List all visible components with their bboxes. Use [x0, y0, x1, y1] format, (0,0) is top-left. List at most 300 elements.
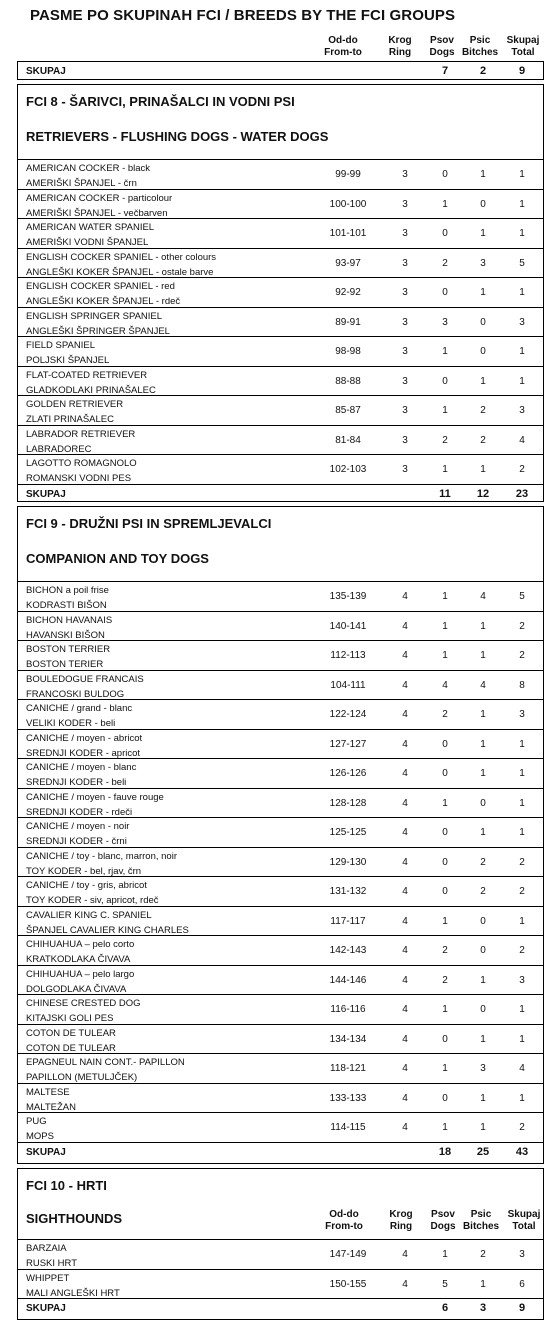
cell-range: 140-141: [329, 620, 367, 632]
cell-ring: 4: [402, 768, 408, 779]
cell-dogs: 1: [442, 591, 448, 602]
breed-name-en: ENGLISH COCKER SPANIEL - red: [26, 281, 175, 292]
cell-ring: 4: [402, 1033, 408, 1045]
cell-dogs: 1: [442, 915, 448, 927]
cell-bitches: 2: [480, 405, 486, 416]
cell-dogs: 4: [442, 679, 448, 691]
cell-bitches: 1: [480, 974, 486, 986]
cell-range: 142-143: [329, 945, 367, 956]
table-row: [18, 994, 543, 1025]
cell-bitches: 4: [480, 679, 486, 691]
cell-total: 8: [519, 679, 525, 691]
breed-name-en: PUG: [26, 1116, 47, 1127]
table-row: [18, 1269, 543, 1300]
cell-total: 2: [519, 620, 525, 632]
table-row: [18, 729, 543, 760]
cell-ring: 3: [402, 405, 408, 416]
cell-range: 134-134: [329, 1033, 367, 1045]
breed-name-si: COTON DE TULEAR: [26, 1042, 116, 1054]
summary-total: 9: [518, 65, 526, 77]
table-row: [18, 817, 543, 848]
cell-dogs: 2: [442, 709, 448, 720]
table-row: [18, 1112, 543, 1143]
cell-bitches: 1: [480, 1278, 486, 1290]
cell-dogs: 1: [442, 1122, 448, 1133]
cell-ring: 4: [402, 1004, 408, 1015]
cell-ring: 3: [402, 375, 408, 387]
table-row: [18, 965, 543, 996]
cell-ring: 4: [402, 974, 408, 986]
cell-bitches: 0: [480, 945, 486, 956]
cell-bitches: 1: [480, 375, 486, 387]
cell-range: 89-91: [335, 316, 361, 328]
cell-ring: 4: [402, 738, 408, 750]
cell-ring: 3: [402, 228, 408, 239]
summary-dogs: 7: [441, 65, 449, 77]
cell-ring: 4: [402, 886, 408, 897]
table-row: [18, 611, 543, 642]
col-dogs-2: Dogs: [429, 47, 455, 58]
cell-ring: 4: [402, 827, 408, 838]
summary-box-top: [17, 61, 544, 80]
table-row: [18, 581, 543, 612]
cell-bitches: 1: [480, 709, 486, 720]
summary-label: SKUPAJ: [26, 1303, 66, 1314]
breed-name-en: COTON DE TULEAR: [26, 1027, 116, 1039]
cell-total: 1: [519, 768, 525, 779]
breed-name-si: SREDNJI KODER - apricot: [26, 747, 141, 759]
table-row: [18, 1083, 543, 1114]
cell-dogs: 0: [442, 375, 448, 387]
breed-name-en: CHIHUAHUA – pelo largo: [26, 968, 135, 980]
breed-name-si: VELIKI KODER - beli: [26, 718, 116, 729]
breed-name-si: MOPS: [26, 1131, 54, 1142]
cell-ring: 4: [402, 1278, 408, 1290]
cell-total: 1: [519, 228, 525, 239]
table-row: [18, 1053, 543, 1084]
cell-ring: 4: [402, 1092, 408, 1104]
breed-name-en: GOLDEN RETRIEVER: [26, 399, 124, 410]
col-ring-1: Krog: [389, 1209, 413, 1220]
breed-name-en: BOSTON TERRIER: [26, 644, 111, 655]
table-row: [18, 906, 543, 937]
cell-ring: 3: [402, 169, 408, 180]
breed-name-en: CHINESE CRESTED DOG: [26, 998, 141, 1009]
table-row: [18, 454, 543, 485]
cell-bitches: 0: [480, 915, 486, 927]
cell-bitches: 1: [480, 169, 486, 180]
breed-name-si: TOY KODER - siv, apricot, rdeč: [26, 895, 159, 906]
summary-dogs: 18: [438, 1145, 452, 1158]
cell-ring: 3: [402, 434, 408, 446]
cell-dogs: 0: [442, 287, 448, 298]
breed-name-si: ŠPANJEL CAVALIER KING CHARLES: [26, 924, 189, 936]
breed-name-si: POLJSKI ŠPANJEL: [26, 355, 110, 366]
cell-total: 1: [519, 915, 525, 927]
page-title: PASME PO SKUPINAH FCI / BREEDS BY THE FCI GROUPS: [30, 7, 456, 24]
cell-dogs: 1: [442, 464, 448, 475]
cell-total: 1: [519, 1004, 525, 1015]
col-range-2: From-to: [325, 1221, 363, 1232]
breed-name-en: CHIHUAHUA – pelo corto: [26, 939, 135, 950]
cell-dogs: 0: [442, 886, 448, 897]
breed-name-si: LABRADOREC: [26, 443, 92, 455]
breed-name-en: AMERICAN COCKER - particolour: [26, 192, 173, 204]
breed-name-si: GLADKODLAKI PRINAŠALEC: [26, 384, 156, 396]
cell-ring: 3: [402, 464, 408, 475]
cell-range: 114-115: [330, 1122, 366, 1133]
breed-name-en: MALTESE: [26, 1086, 70, 1098]
breed-name-si: ANGLEŠKI KOKER ŠPANJEL - ostale barve: [26, 266, 214, 278]
cell-total: 1: [519, 346, 525, 357]
summary-total: 43: [515, 1145, 529, 1158]
cell-bitches: 3: [480, 1063, 486, 1074]
cell-range: 127-127: [329, 738, 367, 750]
cell-bitches: 0: [480, 198, 486, 210]
col-bitches-2: Bitches: [462, 1221, 500, 1232]
cell-bitches: 2: [480, 886, 486, 897]
cell-ring: 4: [402, 1249, 408, 1260]
summary-dogs: 11: [439, 487, 451, 500]
summary-bitches: 3: [479, 1302, 487, 1314]
cell-total: 1: [519, 797, 525, 809]
col-dogs-2: Dogs: [430, 1221, 456, 1232]
cell-ring: 4: [402, 945, 408, 956]
cell-bitches: 1: [480, 827, 486, 838]
cell-range: 128-128: [329, 797, 367, 809]
breed-name-si: TOY KODER - bel, rjav, črn: [26, 865, 142, 877]
cell-dogs: 0: [442, 1092, 448, 1104]
breed-name-si: MALI ANGLEŠKI HRT: [26, 1287, 120, 1299]
cell-total: 3: [519, 709, 525, 720]
summary-total: 9: [518, 1302, 526, 1314]
table-row: [18, 788, 543, 819]
breed-name-si: ZLATI PRINAŠALEC: [26, 414, 114, 425]
col-total-2: Total: [511, 47, 535, 58]
summary-bitches: 25: [476, 1145, 490, 1158]
cell-total: 2: [519, 1122, 525, 1133]
col-bitches-1: Psic: [469, 35, 491, 46]
table-row: [18, 425, 543, 456]
cell-ring: 4: [402, 915, 408, 927]
table-row: [18, 876, 543, 907]
summary-dogs: 6: [441, 1302, 449, 1314]
cell-bitches: 0: [480, 346, 486, 357]
cell-range: 150-155: [329, 1278, 367, 1290]
cell-bitches: 1: [480, 768, 486, 779]
cell-ring: 3: [402, 257, 408, 269]
table-row: [18, 159, 543, 190]
group-title: FCI 10 - HRTI: [26, 1178, 107, 1193]
cell-ring: 4: [402, 797, 408, 809]
cell-bitches: 1: [480, 1092, 486, 1104]
cell-total: 1: [519, 738, 525, 750]
cell-dogs: 1: [442, 797, 448, 809]
table-row: [18, 670, 543, 701]
breed-name-en: CANICHE / toy - gris, abricot: [26, 880, 147, 891]
breed-name-si: KITAJSKI GOLI PES: [26, 1013, 114, 1024]
cell-total: 2: [519, 886, 525, 897]
breed-name-en: EPAGNEUL NAIN CONT.- PAPILLON: [26, 1057, 185, 1068]
breed-name-en: CANICHE / moyen - blanc: [26, 762, 137, 773]
breed-name-si: DOLGODLAKA ČIVAVA: [26, 983, 127, 995]
cell-range: 122-124: [329, 709, 367, 720]
summary-bitches: 12: [476, 487, 490, 500]
cell-dogs: 0: [442, 1033, 448, 1045]
breed-name-en: AMERICAN COCKER - black: [26, 163, 151, 174]
breed-name-en: BICHON a poil frise: [26, 585, 109, 596]
cell-bitches: 3: [480, 257, 486, 269]
group-summary-row: [18, 484, 543, 503]
cell-dogs: 0: [442, 738, 448, 750]
cell-dogs: 2: [442, 257, 448, 269]
breed-name-en: CANICHE / moyen - noir: [26, 821, 130, 832]
group-subtitle: SIGHTHOUNDS: [26, 1211, 123, 1226]
cell-bitches: 1: [480, 228, 486, 239]
cell-dogs: 1: [442, 1249, 448, 1260]
cell-dogs: 3: [442, 316, 448, 328]
breed-name-en: CANICHE / moyen - fauve rouge: [26, 791, 164, 803]
cell-bitches: 2: [480, 856, 486, 868]
cell-total: 1: [519, 198, 525, 210]
cell-ring: 3: [402, 346, 408, 357]
breed-name-si: MALTEŽAN: [26, 1101, 76, 1113]
breed-name-en: CANICHE / moyen - abricot: [26, 732, 143, 744]
cell-total: 3: [519, 974, 525, 986]
cell-total: 3: [519, 1249, 525, 1260]
cell-dogs: 1: [442, 346, 448, 357]
cell-bitches: 1: [480, 464, 486, 475]
cell-bitches: 1: [480, 1033, 486, 1045]
table-row: [18, 699, 543, 730]
cell-range: 100-100: [329, 198, 367, 210]
cell-range: 126-126: [329, 768, 367, 779]
cell-ring: 4: [402, 591, 408, 602]
cell-range: 118-121: [330, 1063, 366, 1074]
summary-label: SKUPAJ: [26, 66, 66, 77]
cell-total: 1: [519, 1092, 525, 1104]
cell-ring: 3: [402, 198, 408, 210]
cell-bitches: 0: [480, 316, 486, 328]
cell-total: 5: [519, 591, 525, 602]
cell-dogs: 1: [442, 1063, 448, 1074]
cell-ring: 4: [402, 709, 408, 720]
cell-total: 5: [519, 257, 525, 269]
cell-ring: 3: [402, 287, 408, 298]
cell-bitches: 2: [480, 1249, 486, 1260]
breed-name-si: SREDNJI KODER - rdeči: [26, 806, 133, 818]
summary-total: 23: [515, 487, 529, 500]
cell-bitches: 1: [480, 620, 486, 632]
cell-dogs: 1: [442, 1004, 448, 1015]
cell-ring: 4: [402, 679, 408, 691]
col-dogs-1: Psov: [431, 1209, 455, 1220]
breed-name-si: KODRASTI BIŠON: [26, 600, 107, 611]
breed-name-si: FRANCOSKI BULDOG: [26, 688, 125, 700]
cell-total: 2: [519, 856, 525, 868]
cell-total: 1: [519, 1033, 525, 1045]
group-summary-row: [18, 1142, 543, 1161]
cell-range: 99-99: [335, 169, 361, 180]
cell-total: 2: [519, 945, 525, 956]
cell-range: 104-111: [330, 679, 366, 691]
cell-dogs: 0: [442, 169, 448, 180]
cell-dogs: 1: [442, 650, 448, 661]
col-ring-2: Ring: [388, 47, 412, 58]
cell-bitches: 1: [480, 1122, 486, 1133]
cell-range: 116-116: [330, 1004, 366, 1015]
cell-dogs: 1: [442, 198, 448, 210]
breed-name-en: CAVALIER KING C. SPANIEL: [26, 909, 152, 921]
cell-bitches: 0: [480, 797, 486, 809]
cell-ring: 4: [402, 620, 408, 632]
breed-name-si: KRATKODLAKA ČIVAVA: [26, 954, 131, 965]
breed-name-en: LAGOTTO ROMAGNOLO: [26, 458, 137, 469]
summary-label: SKUPAJ: [26, 1146, 66, 1158]
table-row: [18, 395, 543, 426]
breed-name-en: FIELD SPANIEL: [26, 340, 95, 351]
cell-range: 81-84: [335, 434, 361, 446]
cell-total: 1: [519, 169, 525, 180]
cell-range: 131-132: [329, 886, 367, 897]
cell-ring: 3: [402, 316, 408, 328]
cell-total: 2: [519, 650, 525, 661]
cell-ring: 4: [402, 1063, 408, 1074]
cell-dogs: 1: [442, 405, 448, 416]
breed-name-en: BARZAIA: [26, 1243, 67, 1254]
group-title: FCI 9 - DRUŽNI PSI IN SPREMLJEVALCI: [26, 516, 272, 531]
breed-name-si: AMERIŠKI VODNI ŠPANJEL: [26, 237, 149, 248]
cell-range: 85-87: [335, 405, 361, 416]
cell-range: 88-88: [335, 375, 361, 387]
cell-dogs: 5: [442, 1278, 448, 1290]
table-row: [18, 218, 543, 249]
breed-name-en: ENGLISH COCKER SPANIEL - other colours: [26, 251, 217, 263]
cell-range: 93-97: [335, 257, 361, 269]
breed-name-en: FLAT-COATED RETRIEVER: [26, 369, 148, 381]
col-total-2: Total: [512, 1221, 536, 1232]
breed-name-si: BOSTON TERIER: [26, 659, 104, 670]
column-header: [18, 1209, 550, 1239]
table-row: [18, 1024, 543, 1055]
group-fci-10: [17, 1168, 544, 1320]
col-bitches-2: Bitches: [461, 47, 499, 58]
cell-range: 147-149: [329, 1249, 367, 1260]
cell-bitches: 1: [480, 287, 486, 298]
cell-ring: 4: [402, 856, 408, 868]
cell-bitches: 1: [480, 738, 486, 750]
breed-name-en: WHIPPET: [26, 1272, 70, 1284]
cell-total: 3: [519, 405, 525, 416]
breed-name-en: CANICHE / grand - blanc: [26, 703, 133, 714]
breed-name-en: ENGLISH SPRINGER SPANIEL: [26, 310, 163, 322]
cell-bitches: 2: [480, 434, 486, 446]
table-row: [18, 277, 543, 308]
cell-total: 2: [519, 464, 525, 475]
cell-total: 6: [519, 1278, 525, 1290]
col-range-1: Od-do: [328, 35, 358, 46]
cell-bitches: 0: [480, 1004, 486, 1015]
cell-range: 129-130: [329, 856, 367, 868]
cell-range: 112-113: [330, 650, 366, 661]
cell-bitches: 1: [480, 650, 486, 661]
group-summary-row: [18, 1298, 543, 1317]
breed-name-si: SREDNJI KODER - črni: [26, 836, 127, 847]
cell-range: 133-133: [329, 1092, 367, 1104]
table-row: [18, 640, 543, 671]
cell-total: 4: [519, 434, 525, 446]
breed-name-en: LABRADOR RETRIEVER: [26, 428, 136, 440]
table-row: [18, 248, 543, 279]
breed-name-si: HAVANSKI BIŠON: [26, 629, 105, 641]
group-fci-8: [17, 84, 544, 502]
col-total-1: Skupaj: [507, 1209, 541, 1220]
cell-total: 1: [519, 827, 525, 838]
cell-range: 101-101: [329, 228, 367, 239]
col-range-1: Od-do: [329, 1209, 359, 1220]
breed-name-si: SREDNJI KODER - beli: [26, 777, 127, 788]
cell-total: 1: [519, 375, 525, 387]
group-title: FCI 8 - ŠARIVCI, PRINAŠALCI IN VODNI PSI: [26, 94, 295, 109]
cell-dogs: 0: [442, 827, 448, 838]
cell-dogs: 2: [442, 945, 448, 956]
breed-name-si: PAPILLON (METULJČEK): [26, 1072, 138, 1083]
group-subtitle: COMPANION AND TOY DOGS: [26, 551, 209, 566]
table-row: [18, 366, 543, 397]
col-total-1: Skupaj: [506, 35, 540, 46]
table-row: [18, 1239, 543, 1270]
breed-name-en: CANICHE / toy - blanc, marron, noir: [26, 850, 177, 862]
breed-name-si: RUSKI HRT: [26, 1258, 78, 1269]
table-row: [18, 189, 543, 220]
breed-name-si: AMERIŠKI ŠPANJEL - črn: [26, 178, 137, 189]
col-ring-2: Ring: [389, 1221, 413, 1232]
breed-name-en: BICHON HAVANAIS: [26, 614, 113, 626]
col-bitches-1: Psic: [470, 1209, 492, 1220]
cell-total: 4: [519, 1063, 525, 1074]
cell-ring: 4: [402, 650, 408, 661]
table-row: [18, 758, 543, 789]
cell-bitches: 4: [480, 591, 486, 602]
table-row: [18, 847, 543, 878]
col-range-2: From-to: [324, 47, 362, 58]
cell-dogs: 0: [442, 768, 448, 779]
breed-name-si: AMERIŠKI ŠPANJEL - večbarven: [26, 207, 168, 219]
group-fci-9: [17, 506, 544, 1164]
summary-bitches: 2: [479, 65, 487, 77]
breed-name-si: ANGLEŠKI ŠPRINGER ŠPANJEL: [26, 325, 170, 337]
table-row: [18, 307, 543, 338]
cell-dogs: 2: [442, 974, 448, 986]
breed-name-si: ANGLEŠKI KOKER ŠPANJEL - rdeč: [26, 296, 181, 307]
col-dogs-1: Psov: [430, 35, 454, 46]
cell-total: 3: [519, 316, 525, 328]
breed-name-si: ROMANSKI VODNI PES: [26, 473, 132, 484]
cell-total: 1: [519, 287, 525, 298]
cell-dogs: 0: [442, 856, 448, 868]
breed-name-en: AMERICAN WATER SPANIEL: [26, 222, 155, 233]
cell-range: 102-103: [329, 464, 367, 475]
cell-dogs: 0: [442, 228, 448, 239]
cell-dogs: 2: [442, 434, 448, 446]
cell-range: 144-146: [329, 974, 367, 986]
cell-range: 117-117: [330, 915, 366, 927]
table-row: [18, 935, 543, 966]
cell-range: 125-125: [329, 827, 367, 838]
breed-name-en: BOULEDOGUE FRANCAIS: [26, 673, 144, 685]
cell-ring: 4: [402, 1122, 408, 1133]
summary-label: SKUPAJ: [26, 488, 66, 500]
